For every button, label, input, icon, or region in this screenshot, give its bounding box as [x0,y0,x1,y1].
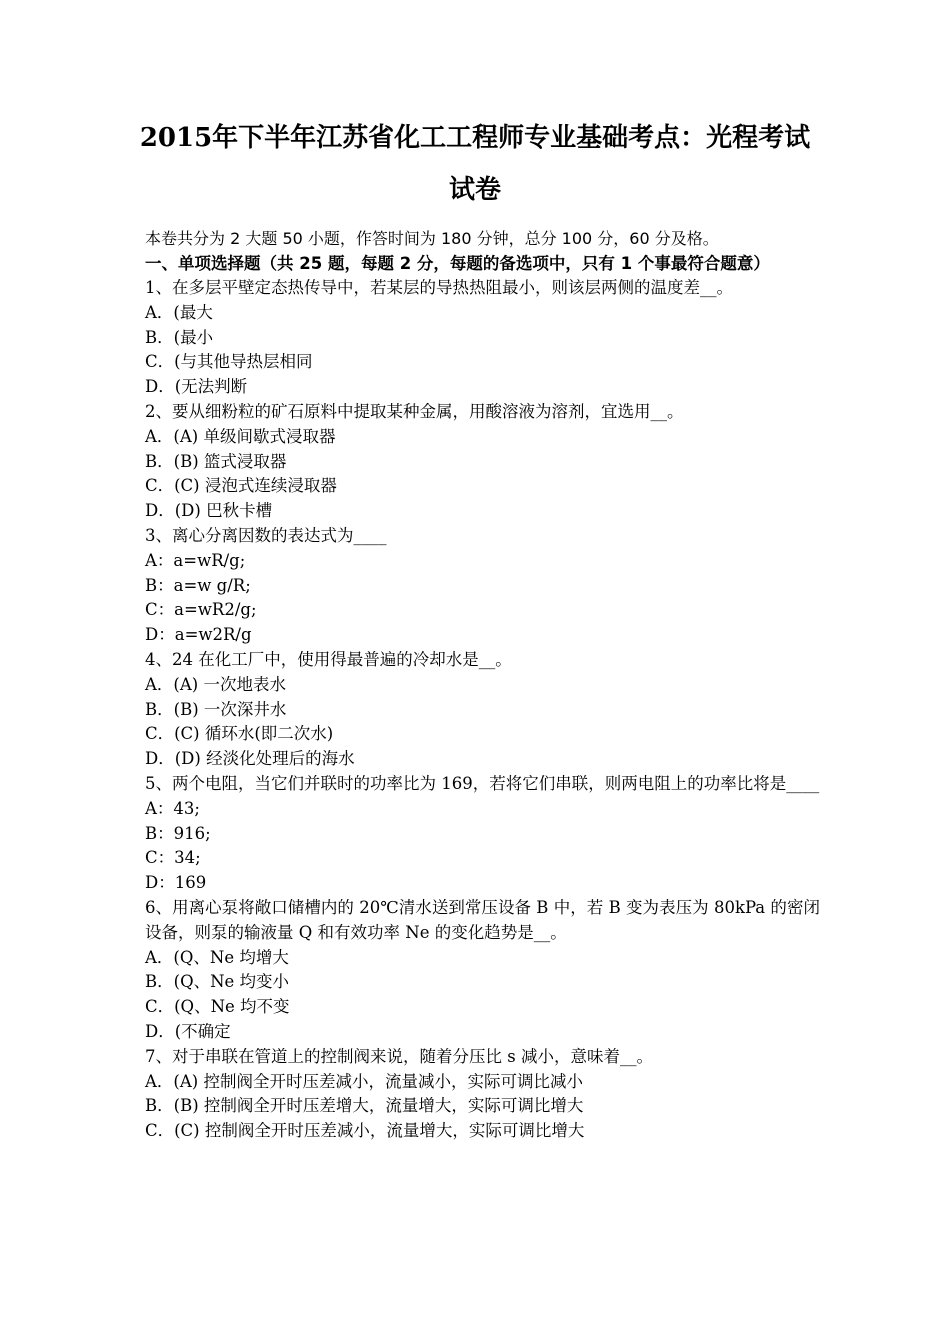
exam-title-line-1: 2015年下半年江苏省化工工程师专业基础考点：光程考试 [139,123,811,153]
question-option: A：43; [145,798,200,818]
question-5 [145,772,820,896]
exam-intro: 本卷共分为 2 大题 50 小题，作答时间为 180 分钟，总分 100 分，60 分及格。 [145,229,719,248]
question-option: A：a=wR/g; [145,550,246,570]
question-option: D：169 [145,873,207,893]
question-stem: 2、要从细粉粒的矿石原料中提取某种金属，用酸溶液为溶剂，宜选用__。 [145,401,684,421]
question-option: B．(B) 一次深井水 [145,699,287,719]
question-6 [145,896,820,1045]
question-stem: 7、对于串联在管道上的控制阀来说，随着分压比 s 减小，意味着__。 [145,1046,653,1066]
exam-title [120,112,830,216]
question-option: D．(D) 巴秋卡槽 [145,501,273,521]
question-option: B．(B) 篮式浸取器 [145,451,287,471]
question-option: C．(C) 控制阀全开时压差减小，流量增大，实际可调比增大 [145,1121,585,1141]
section-heading: 一、单项选择题（共 25 题，每题 2 分，每题的备选项中，只有 1 个事最符合题意） [145,254,770,273]
question-option: C．(C) 浸泡式连续浸取器 [145,476,337,496]
question-stem: 4、24 在化工厂中，使用得最普遍的冷却水是__。 [145,649,512,669]
question-option: C．(与其他导热层相同 [145,352,313,372]
question-option: B．(B) 控制阀全开时压差增大，流量增大，实际可调比增大 [145,1096,584,1116]
question-3 [145,524,820,648]
exam-title-line-2: 试卷 [448,175,501,205]
question-option: A．(Q、Ne 均增大 [145,947,289,967]
question-option: B．(最小 [145,327,214,347]
question-option: A．(A) 单级间歇式浸取器 [145,426,336,446]
question-option: C．(C) 循环水(即二次水) [145,724,334,744]
question-option: C：a=wR2/g; [145,600,257,620]
question-1 [145,276,820,400]
exam-body [145,226,820,1144]
question-stem: 5、两个电阻，当它们并联时的功率比为 169，若将它们串联，则两电阻上的功率比将是____ [145,773,820,793]
question-option: B．(Q、Ne 均变小 [145,972,290,992]
question-option: D．(无法判断 [145,377,248,397]
question-option: D：a=w2R/g [145,625,252,645]
question-2 [145,400,820,524]
question-option: B：916; [145,823,211,843]
question-option: A．(A) 一次地表水 [145,674,286,694]
question-4 [145,648,820,772]
question-option: D．(D) 经淡化处理后的海水 [145,749,355,769]
question-option: C：34; [145,848,201,868]
question-option: D．(不确定 [145,1021,231,1041]
question-7 [145,1045,820,1144]
question-stem: 6、用离心泵将敞口储槽内的 20℃清水送到常压设备 B 中，若 B 变为表压为 80kPa 的密闭设备，则泵的输液量 Q 和有效功率 Ne 的变化趋势是__。 [145,897,820,942]
question-option: A．(A) 控制阀全开时压差减小，流量减小，实际可调比减小 [145,1071,583,1091]
question-option: B：a=w g/R; [145,575,251,595]
question-option: A．(最大 [145,302,213,322]
question-option: C．(Q、Ne 均不变 [145,997,290,1017]
question-stem: 1、在多层平壁定态热传导中，若某层的导热热阻最小，则该层两侧的温度差__。 [145,278,733,297]
question-stem: 3、离心分离因数的表达式为____ [145,525,387,545]
